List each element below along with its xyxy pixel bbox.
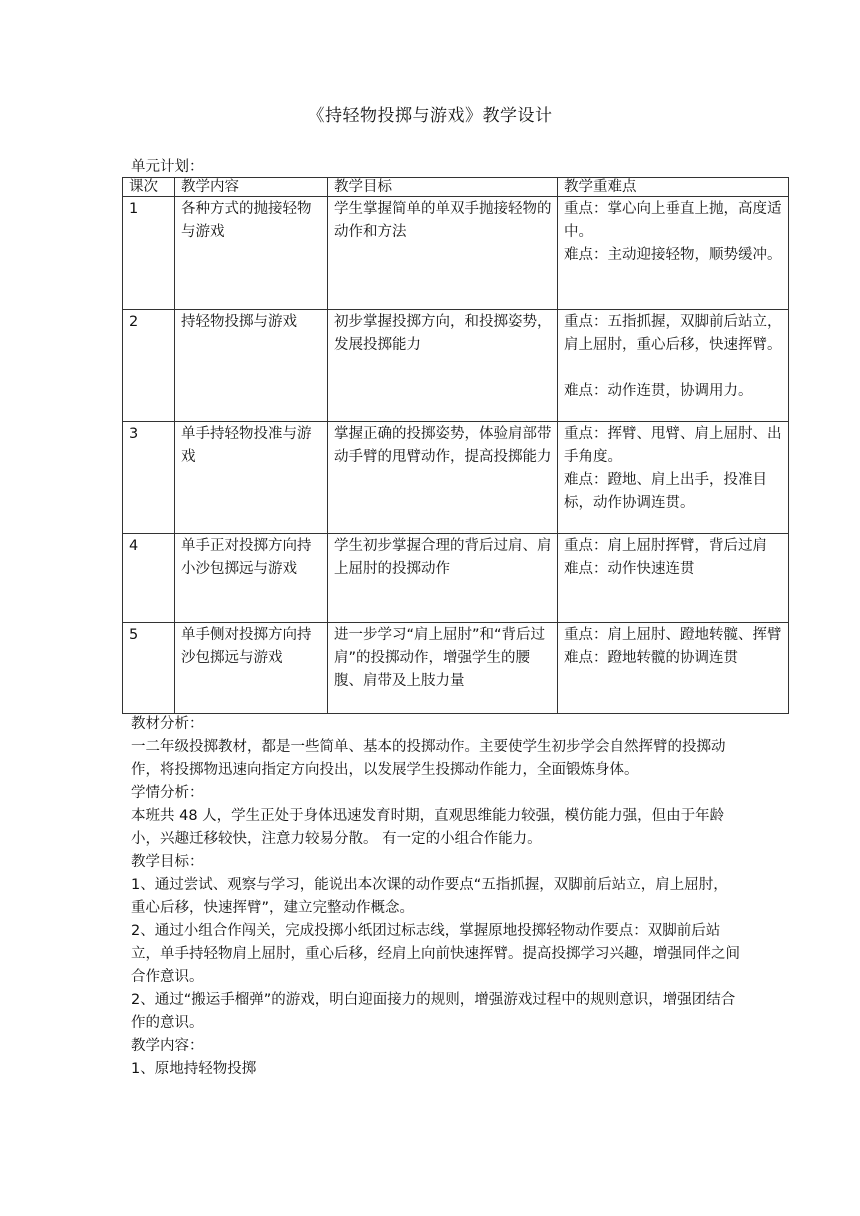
lesson-content: 持轻物投掷与游戏: [175, 310, 328, 422]
header-key-difficulty: 教学重难点: [558, 178, 789, 197]
difficulty-point: 难点：动作连贯，协调用力。: [564, 383, 753, 399]
teaching-goal-item: 1、通过尝试、观察与学习，能说出本次课的动作要点“五指抓握，双脚前后站立，肩上屈肘，重心后移，快速挥臂”，建立完整动作概念。: [131, 877, 728, 916]
teaching-goal-item: 2、通过小组合作闯关，完成投掷小纸团过标志线，掌握原地投掷轻物动作要点：双脚前后站立，单手持轻物肩上屈肘，重心后移，经肩上向前快速挥臂。提高投掷学习兴趣，增强同伴之间合作意识。: [131, 923, 740, 985]
lesson-goal: 掌握正确的投掷姿势，体验肩部带动手臂的甩臂动作，提高投掷能力: [328, 422, 558, 534]
header-content: 教学内容: [175, 178, 328, 197]
lesson-number: 2: [123, 310, 175, 422]
table-row: [123, 623, 789, 714]
material-analysis-text: 一二年级投掷教材，都是一些简单、基本的投掷动作。主要使学生初步学会自然挥臂的投掷动作，将投掷物迅速向指定方向投出，以发展学生投掷动作能力，全面锻炼身体。: [131, 739, 726, 778]
lesson-key-difficulty: [558, 310, 789, 422]
material-analysis-heading: 教材分析：: [131, 716, 204, 732]
difficulty-point: 难点：蹬地、肩上出手，投准目标，动作协调连贯。: [564, 472, 767, 511]
unit-plan-table: [122, 177, 789, 714]
key-point: 重点：挥臂、甩臂、肩上屈肘、出手角度。: [564, 426, 782, 465]
unit-plan-label: 单元计划：: [131, 159, 204, 175]
lesson-content: 各种方式的抛接轻物与游戏: [175, 197, 328, 310]
lesson-key-difficulty: [558, 534, 789, 623]
header-lesson: 课次: [123, 178, 175, 197]
student-analysis-text: 本班共 48 人，学生正处于身体迅速发育时期，直观思维能力较强，模仿能力强，但由于年龄小，兴趣迁移较快，注意力较易分散。 有一定的小组合作能力。: [131, 808, 725, 847]
table-row: [123, 197, 789, 310]
lesson-number: 4: [123, 534, 175, 623]
lesson-goal: 进一步学习“肩上屈肘”和“背后过肩”的投掷动作，增强学生的腰腹、肩带及上肢力量: [328, 623, 558, 714]
teaching-goals-heading: 教学目标：: [131, 854, 204, 870]
table-header-row: [123, 178, 789, 197]
key-point: 重点：肩上屈肘、蹬地转髋、挥臂: [564, 627, 782, 643]
document-title: 《持轻物投掷与游戏》教学设计: [307, 106, 553, 126]
lesson-key-difficulty: [558, 422, 789, 534]
teaching-content-heading: 教学内容：: [131, 1038, 204, 1054]
lesson-content: 单手持轻物投准与游戏: [175, 422, 328, 534]
lesson-goal: 学生初步掌握合理的背后过肩、肩上屈肘的投掷动作: [328, 534, 558, 623]
lesson-number: 3: [123, 422, 175, 534]
lesson-goal: 学生掌握简单的单双手抛接轻物的动作和方法: [328, 197, 558, 310]
lesson-key-difficulty: [558, 197, 789, 310]
difficulty-point: 难点：蹬地转髋的协调连贯: [564, 650, 738, 666]
table-row: [123, 310, 789, 422]
key-point: 重点：肩上屈肘挥臂，背后过肩: [564, 538, 767, 554]
spacer: [564, 357, 783, 380]
difficulty-point: 难点：主动迎接轻物，顺势缓冲。: [564, 247, 782, 263]
header-goal: 教学目标: [328, 178, 558, 197]
table-row: [123, 534, 789, 623]
key-point: 重点：五指抓握，双脚前后站立，肩上屈肘，重心后移，快速挥臂。: [564, 314, 782, 353]
difficulty-point: 难点：动作快速连贯: [564, 561, 695, 577]
lesson-key-difficulty: [558, 623, 789, 714]
lesson-content: 单手侧对投掷方向持沙包掷远与游戏: [175, 623, 328, 714]
lesson-number: 1: [123, 197, 175, 310]
lesson-number: 5: [123, 623, 175, 714]
student-analysis-heading: 学情分析：: [131, 785, 204, 801]
teaching-goal-item: 2、通过“搬运手榴弹”的游戏，明白迎面接力的规则，增强游戏过程中的规则意识，增强团结合作的意识。: [131, 992, 736, 1031]
teaching-content-item: 1、原地持轻物投掷: [131, 1061, 257, 1077]
body-text: [131, 713, 741, 1081]
lesson-goal: 初步掌握投掷方向，和投掷姿势，发展投掷能力: [328, 310, 558, 422]
lesson-content: 单手正对投掷方向持小沙包掷远与游戏: [175, 534, 328, 623]
table-row: [123, 422, 789, 534]
key-point: 重点：掌心向上垂直上抛，高度适中。: [564, 201, 782, 240]
